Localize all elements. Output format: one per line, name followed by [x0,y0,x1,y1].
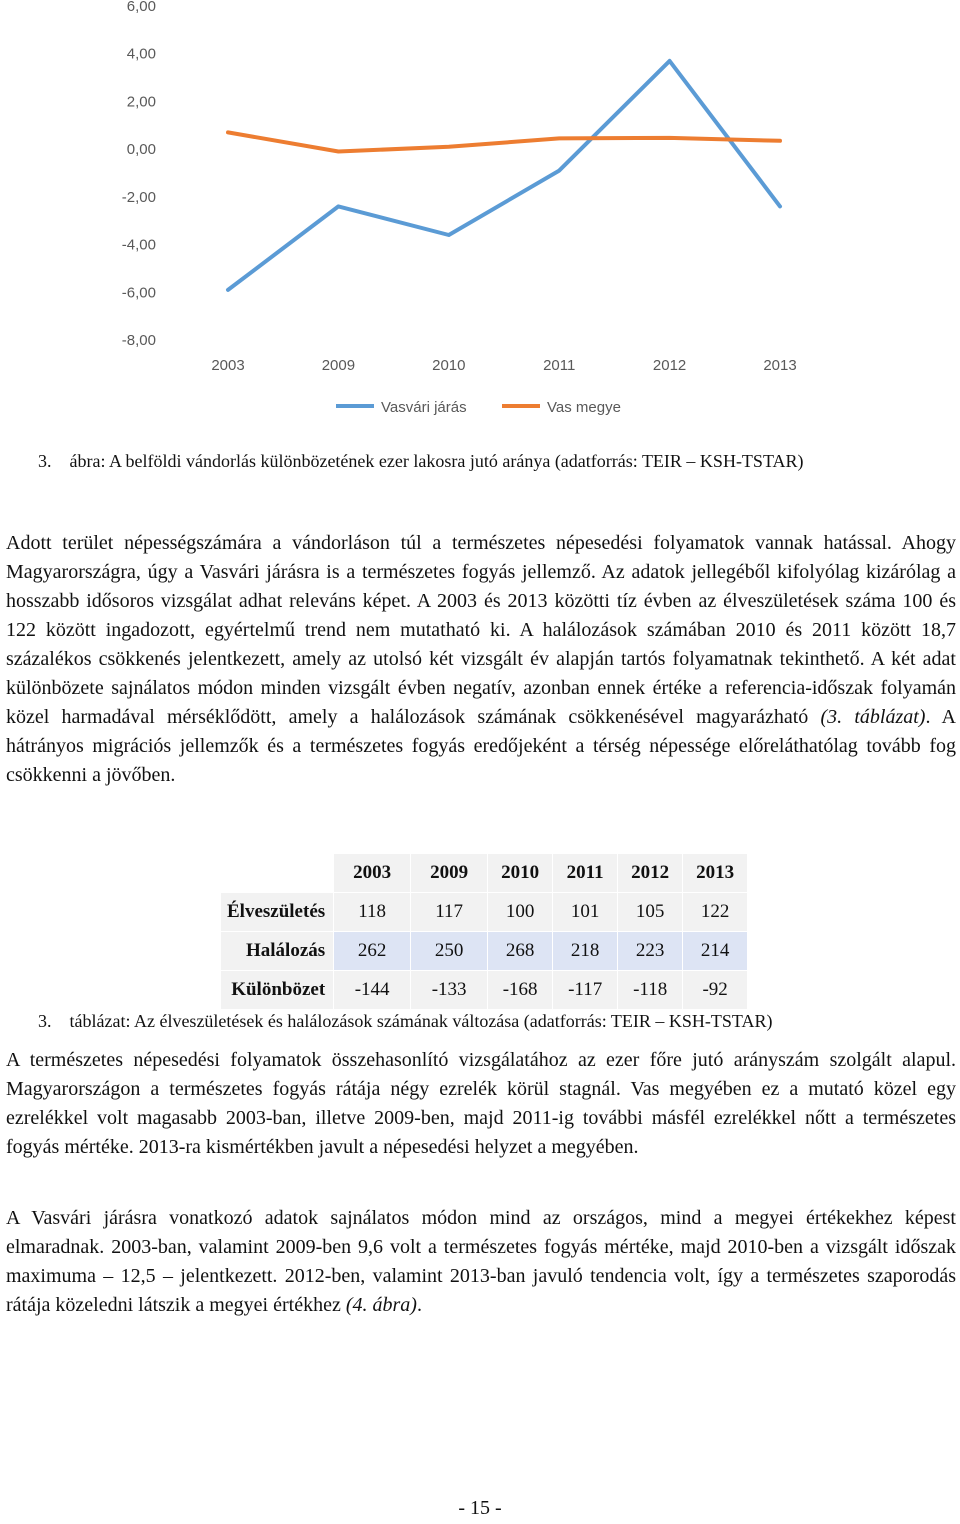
table-cell: 122 [683,893,748,932]
table-header-cell: 2011 [553,854,618,893]
y-tick-label: 0,00 [126,141,156,159]
data-point [227,288,230,291]
x-tick-label: 2012 [652,357,687,374]
page-number: - 15 - [458,1497,502,1519]
migration-line-chart [0,0,960,425]
table-row-label: Különbözet [221,971,334,1010]
paragraph-natural-decrease [6,529,956,790]
x-axis-tick-labels [211,357,796,374]
table-header-cell: 2013 [683,854,748,893]
table-header-cell: 2012 [618,854,683,893]
table-cell: 117 [411,893,488,932]
table-cell: 214 [683,932,748,971]
table-reference: (3. táblázat) [820,706,926,728]
x-tick-label: 2003 [211,357,245,374]
table-caption-text: táblázat: Az élveszületések és halálozások számának változása (adatforrás: TEIR – KSH-TSTAR) [69,1011,773,1031]
table-row-label: Élveszületés [221,893,334,932]
y-tick-label: 4,00 [126,45,156,63]
table-cell: 100 [488,893,553,932]
x-tick-label: 2010 [432,357,466,374]
data-point [227,131,230,134]
data-point [668,136,671,139]
y-tick-label: -2,00 [121,188,156,206]
table-row-label: Halálozás [221,932,334,971]
births-deaths-table [220,853,748,1010]
y-tick-label: -4,00 [121,236,156,254]
table-cell: 218 [553,932,618,971]
table-cell: 268 [488,932,553,971]
x-tick-label: 2011 [543,357,576,374]
paragraph-text: . A hátrányos migrációs jellemzők és a természetes fogyás eredőjeként a térség népessége előreláthatólag tovább fog csökkenni a jövőben. [6,706,956,786]
table-row [221,893,748,932]
table-cell: 250 [411,932,488,971]
y-tick-label: -8,00 [121,332,156,349]
data-point [779,139,782,142]
figure-reference: (4. ábra) [345,1294,417,1316]
table-row [221,971,748,1010]
table-header-cell: 2009 [411,854,488,893]
x-tick-label: 2013 [763,357,797,374]
legend-label: Vasvári járás [381,399,467,416]
figure-caption [38,451,804,472]
table-cell: 118 [334,893,411,932]
series-line-vas-megye [228,132,780,151]
data-point [447,145,450,148]
table-cell: 262 [334,932,411,971]
paragraph-text: . [416,1294,422,1316]
table-cell: -133 [411,971,488,1010]
figure-caption-number: 3. [38,451,52,471]
table-caption [38,1011,772,1032]
chart-legend [336,399,621,416]
figure-caption-text: ábra: A belföldi vándorlás különbözetének ezer lakosra jutó aránya (adatforrás: TEIR – KSH-TSTAR) [69,451,804,471]
table-cell: -168 [488,971,553,1010]
table-header-cell: 2010 [488,854,553,893]
table-cell: 105 [618,893,683,932]
y-tick-label: 6,00 [126,0,156,15]
series-line-vasvari-jaras [228,61,780,290]
table-row [221,932,748,971]
table-caption-number: 3. [38,1011,52,1031]
paragraph-vasvari [6,1204,956,1320]
table-cell: -92 [683,971,748,1010]
table-corner-cell [221,854,334,893]
table-cell: -117 [553,971,618,1010]
data-point [337,150,340,153]
series-lines [227,59,782,291]
table-cell: -118 [618,971,683,1010]
table-cell: 223 [618,932,683,971]
paragraph-text: A Vasvári járásra vonatkozó adatok sajnálatos módon mind az országos, mind a megyei értékekhez képest elmaradnak. 2003-ban, valamint 2009-ben 9,6 volt a természetes fogyás mértéke, majd 2010-ben a vizsgált időszak maximuma – 12,5 – jelentkezett. 2012-ben, valamint 2013-ban javuló tendencia volt, így a természetes szaporodás rátája közeledni látszik a megyei értékhez [6,1207,956,1316]
data-point [779,205,782,208]
table-cell: 101 [553,893,618,932]
legend-label: Vas megye [547,399,621,416]
y-tick-label: -6,00 [121,284,156,302]
table-header-cell: 2003 [334,854,411,893]
data-point [558,169,561,172]
data-point [668,59,671,62]
paragraph-comparison: A természetes népesedési folyamatok összehasonlító vizsgálatához az ezer főre jutó arányszám szolgált alapul. Magyarországon a természetes fogyás rátája négy ezrelék körül stagnál. Vas megyében ez a mutató közel egy ezrelékkel volt magasabb 2003-ban, illetve 2009-ben, majd 2011-ig további másfél ezrelékkel nőtt a természetes fogyás mértéke. 2013-ra kismértékben javult a népesedési helyzet a megyében. [6,1049,956,1158]
table-cell: -144 [334,971,411,1010]
data-point [337,205,340,208]
data-point [447,234,450,237]
table-header-row [221,854,748,893]
data-point [558,137,561,140]
y-tick-label: 2,00 [126,93,156,111]
paragraph-text: Adott terület népességszámára a vándorláson túl a természetes népesedési folyamatok vannak hatással. Ahogy Magyarországra, úgy a Vasvári járásra is a természetes fogyás jellemző. Az adatok jellegéből kifolyólag kizárólag a hosszabb idősoros vizsgálat adhat releváns képet. A 2003 és 2013 közötti tíz évben az élveszületések száma 100 és 122 között ingadozott, egyértelmű trend nem mutatható ki. A halálozások számában 2010 és 2011 között 18,7 százalékos csökkenés jelentkezett, amely az utolsó két vizsgált év alapján tartós folyamatnak tekinthető. A két adat különbözete sajnálatos módon minden vizsgált évben negatív, azonban ennek értéke a referencia-időszak folyamán közel harmadával mérséklődött, amely a halálozások számának csökkenésével magyarázható [6,532,956,728]
y-axis-tick-labels [122,0,156,349]
x-tick-label: 2009 [321,357,356,374]
